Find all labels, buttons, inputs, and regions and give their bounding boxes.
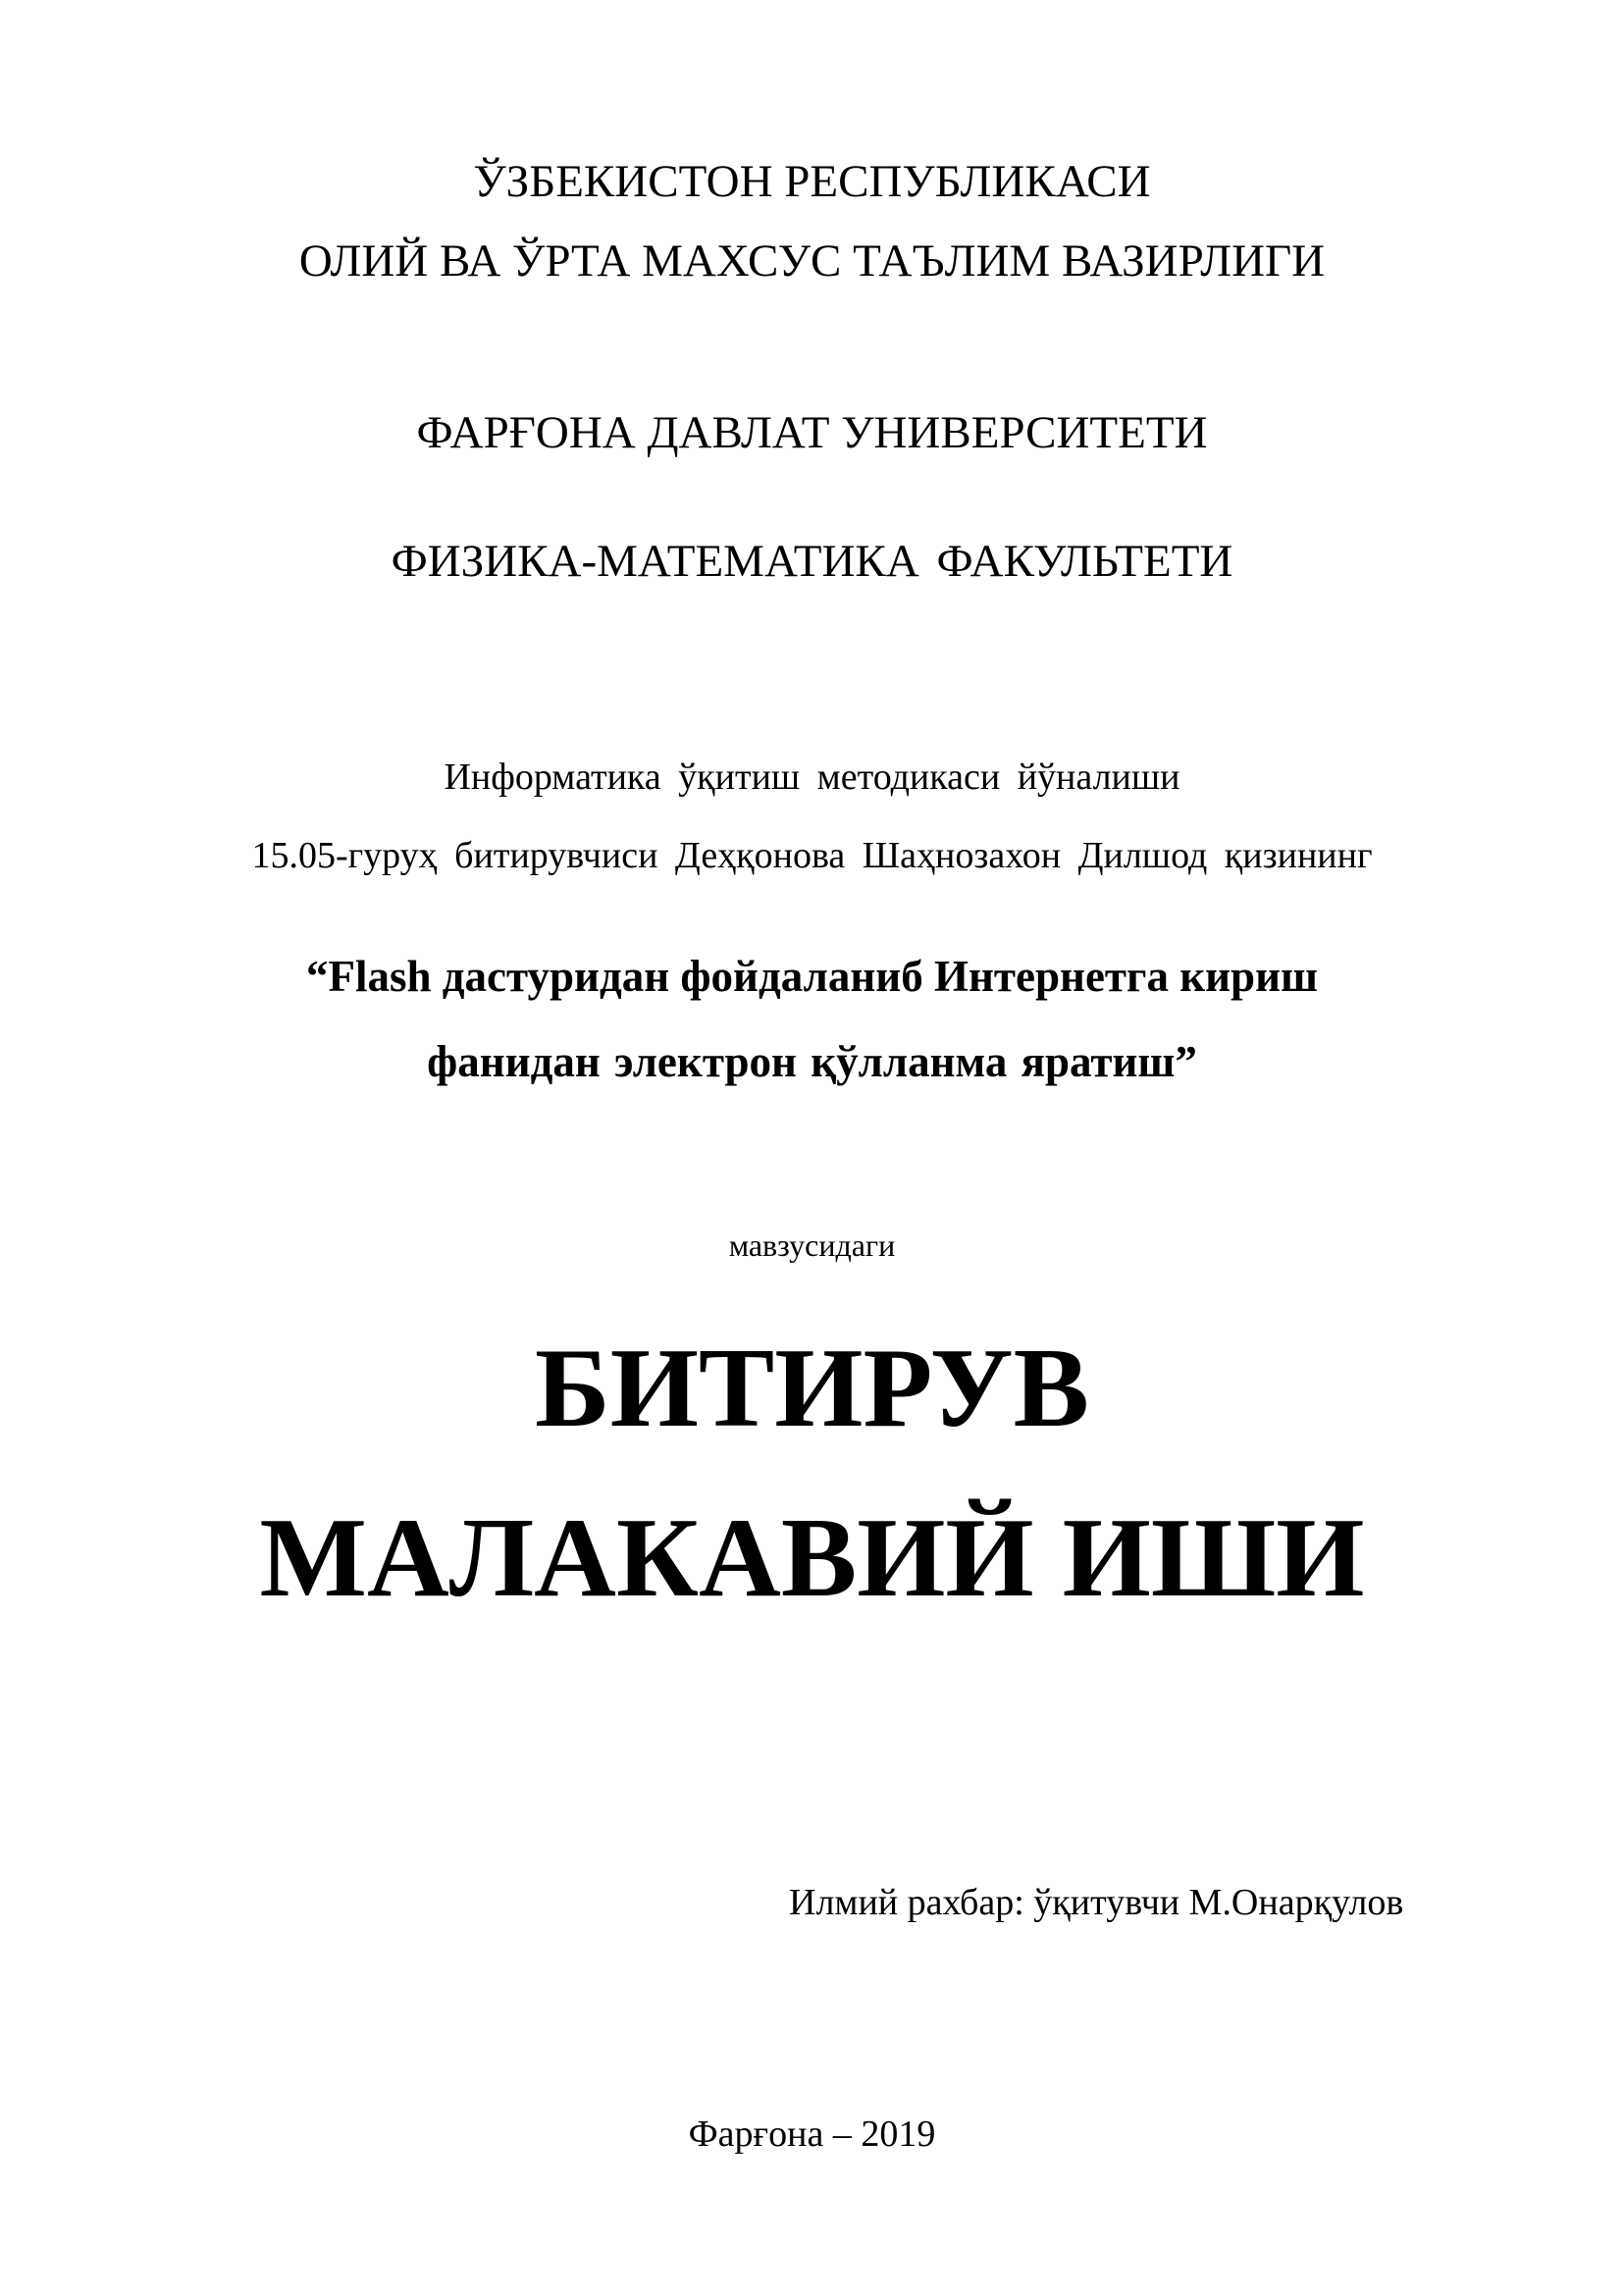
document-title-line-1: БИТИРУВ (535, 1326, 1089, 1451)
ministry-line-1: ЎЗБЕКИСТОН РЕСПУБЛИКАСИ (473, 156, 1151, 207)
document-title-line-2: МАЛАКАВИЙ ИШИ (259, 1495, 1365, 1621)
faculty-name: ФИЗИКА-МАТЕМАТИКА ФАКУЛЬТЕТИ (391, 536, 1233, 587)
university-name: ФАРҒОНА ДАВЛАТ УНИВЕРСИТЕТИ (416, 407, 1208, 458)
supervisor: Илмий рахбар: ўқитувчи М.Онарқулов (789, 1882, 1404, 1923)
topic-suffix: мавзусидаги (728, 1227, 896, 1263)
ministry-line-2: ОЛИЙ ВА ЎРТА МАХСУС ТАЪЛИМ ВАЗИРЛИГИ (298, 235, 1326, 287)
topic-line-2: фанидан электрон қўлланма яратиш” (427, 1037, 1197, 1086)
student-line: 15.05-гуруҳ битирувчиси Деҳқонова Шаҳнозахон Дилшод қизининг (251, 835, 1373, 876)
topic-line-1: “Flash дастуридан фойдаланиб Интернетга кириш (305, 952, 1319, 1001)
place-year: Фарғона – 2019 (688, 2113, 936, 2155)
study-direction: Информатика ўқитиш методикаси йўналиши (444, 757, 1180, 798)
